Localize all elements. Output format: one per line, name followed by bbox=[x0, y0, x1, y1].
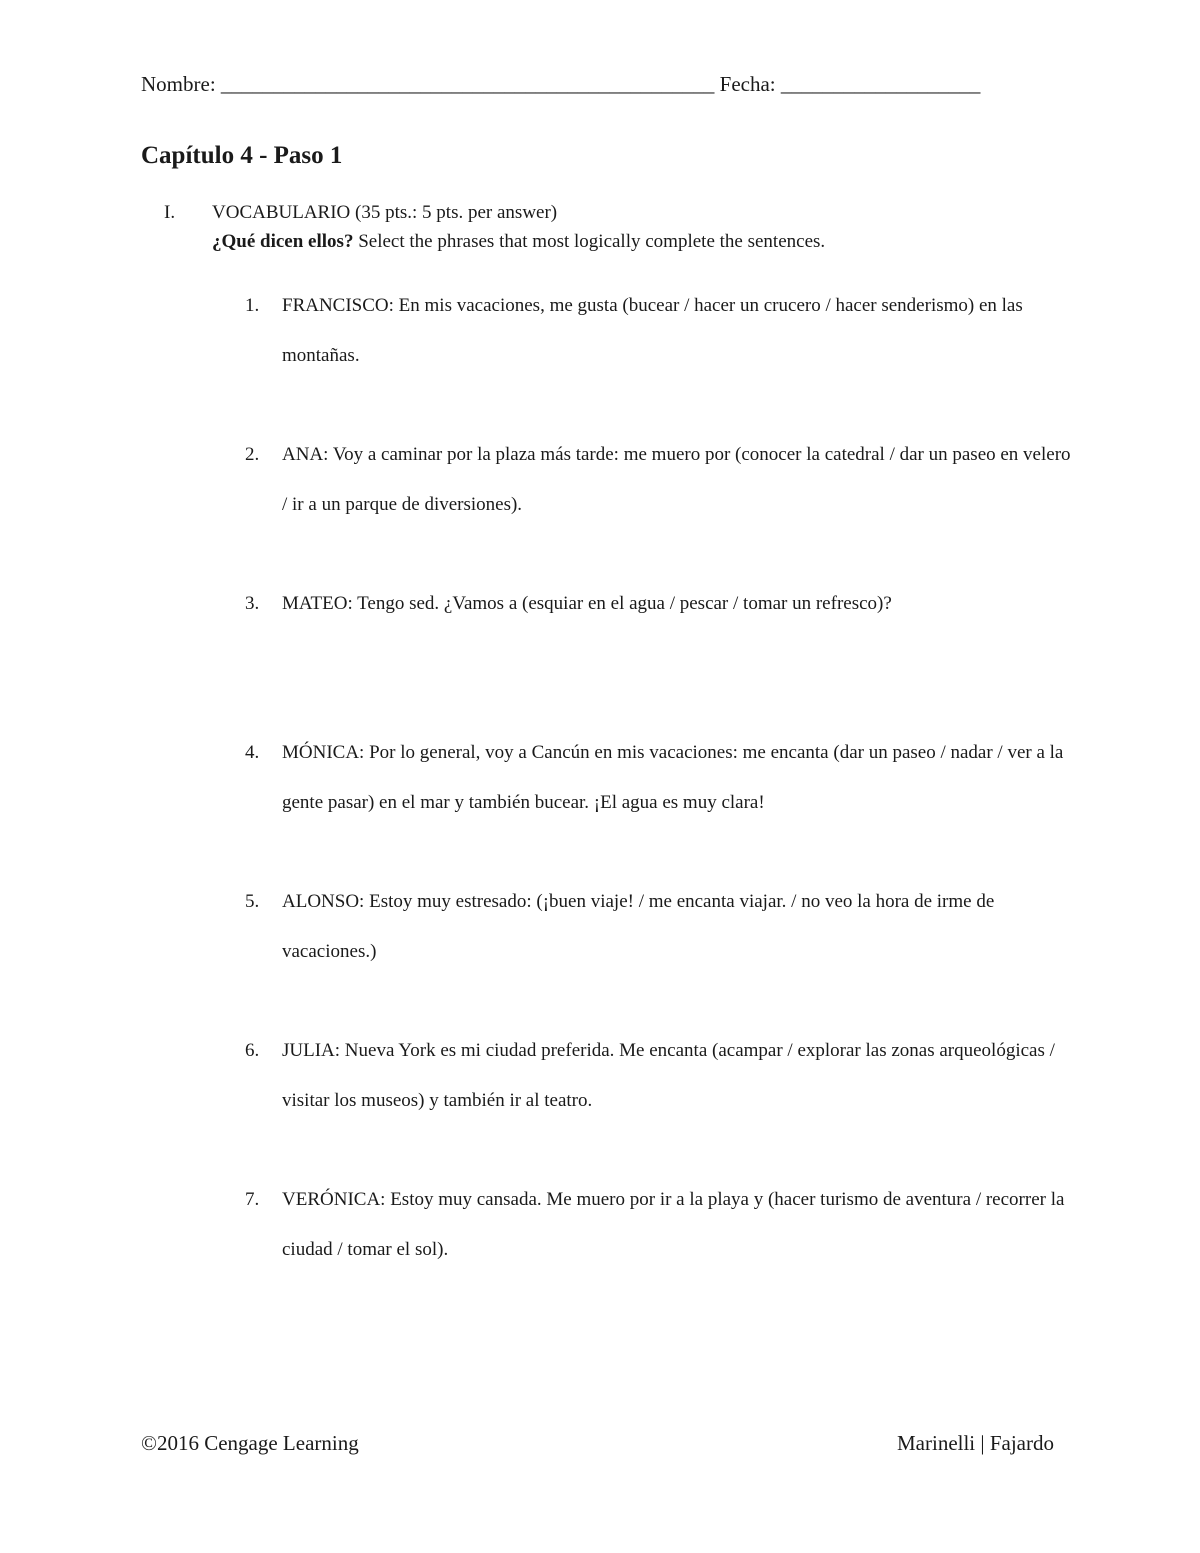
prompt-rest: Select the phrases that most logically complete the sentences. bbox=[353, 231, 826, 252]
section-header bbox=[141, 198, 1081, 256]
question-item bbox=[245, 430, 1085, 579]
question-item bbox=[245, 728, 1085, 877]
question-item bbox=[245, 877, 1085, 1026]
question-item bbox=[245, 281, 1085, 430]
section-number: I. bbox=[164, 202, 176, 223]
vocabulary-section bbox=[141, 198, 1081, 256]
question-item bbox=[245, 1026, 1085, 1175]
question-number: 2. bbox=[245, 444, 260, 465]
question-text: VERÓNICA: Estoy muy cansada. Me muero por ir a la playa y (hacer turismo de aventura / recorrer la ciudad / tomar el sol). bbox=[282, 1189, 1065, 1260]
question-text: JULIA: Nueva York es mi ciudad preferida. Me encanta (acampar / explorar las zonas arqueológicas / visitar los museos) y también ir al teatro. bbox=[282, 1040, 1055, 1111]
question-item bbox=[245, 579, 1085, 728]
question-text: MÓNICA: Por lo general, voy a Cancún en mis vacaciones: me encanta (dar un paseo / nadar / ver a la gente pasar) en el mar y también bucear. ¡El agua es muy clara! bbox=[282, 742, 1064, 813]
question-number: 4. bbox=[245, 742, 260, 763]
copyright-footer: ©2016 Cengage Learning bbox=[141, 1431, 359, 1455]
authors-footer: Marinelli | Fajardo bbox=[897, 1431, 1054, 1455]
prompt-bold: ¿Qué dicen ellos? bbox=[212, 231, 354, 252]
question-text: ANA: Voy a caminar por la plaza más tarde: me muero por (conocer la catedral / dar un paseo en velero / ir a un parque de diversiones). bbox=[282, 444, 1071, 515]
question-item bbox=[245, 1175, 1085, 1324]
question-number: 1. bbox=[245, 295, 260, 316]
question-text: FRANCISCO: En mis vacaciones, me gusta (bucear / hacer un crucero / hacer senderismo) en las montañas. bbox=[282, 295, 1023, 366]
question-list bbox=[245, 281, 1085, 1324]
question-text: ALONSO: Estoy muy estresado: (¡buen viaje! / me encanta viajar. / no veo la hora de irme de vacaciones.) bbox=[282, 891, 995, 962]
question-number: 5. bbox=[245, 891, 260, 912]
section-prompt bbox=[212, 227, 825, 256]
section-text bbox=[212, 198, 825, 256]
page-title: Capítulo 4 - Paso 1 bbox=[141, 142, 343, 169]
question-number: 3. bbox=[245, 593, 260, 614]
question-number: 6. bbox=[245, 1040, 260, 1061]
name-date-line: Nombre: _______________________________________________ Fecha: ___________________ bbox=[141, 72, 981, 96]
question-text: MATEO: Tengo sed. ¿Vamos a (esquiar en el agua / pescar / tomar un refresco)? bbox=[282, 593, 892, 614]
section-heading: VOCABULARIO (35 pts.: 5 pts. per answer) bbox=[212, 202, 558, 223]
question-number: 7. bbox=[245, 1189, 260, 1210]
